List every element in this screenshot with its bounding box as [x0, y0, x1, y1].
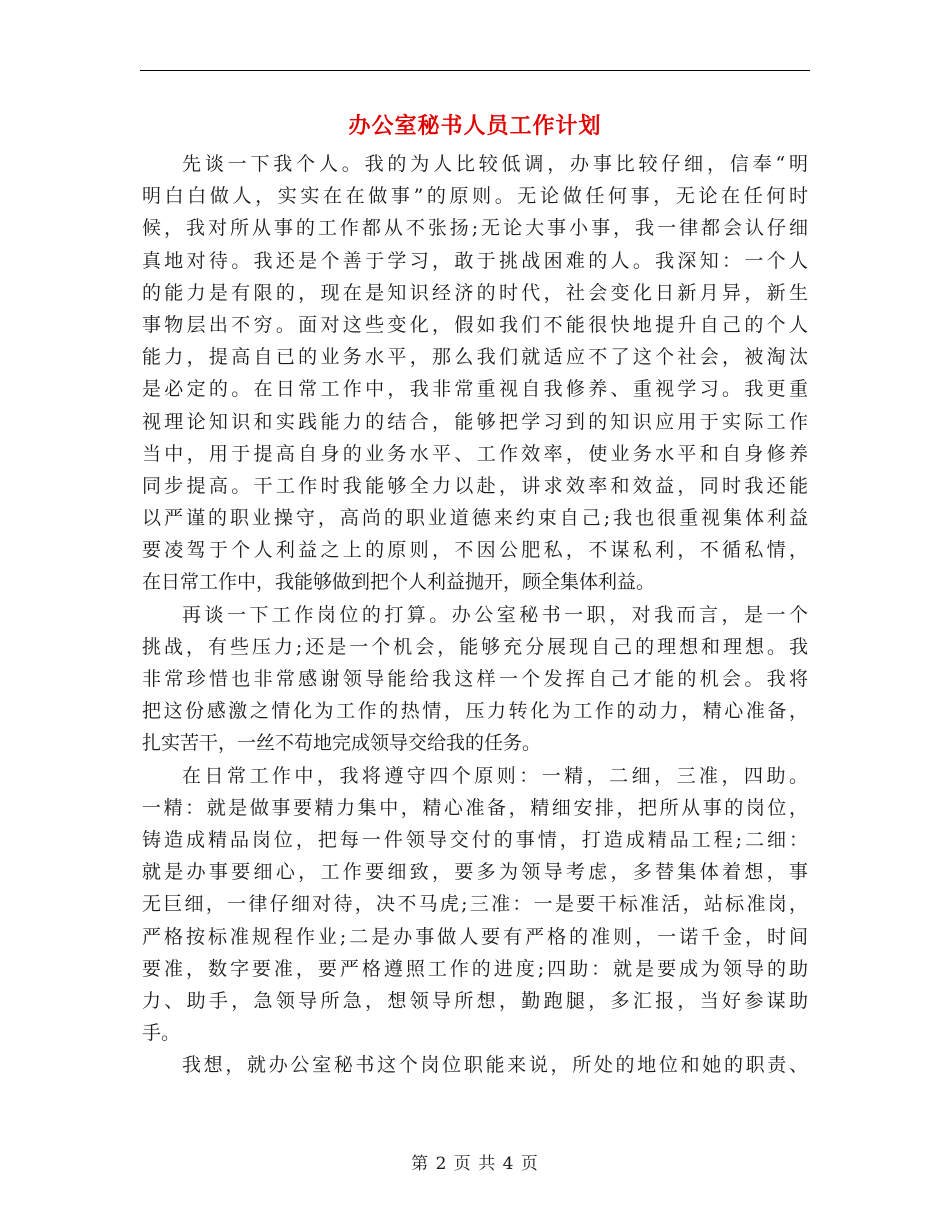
paragraph-line: 手。	[142, 1022, 181, 1045]
paragraph-line: 在日常工作中，我能够做到把个人利益抛开，顾全集体利益。	[142, 571, 656, 594]
paragraph-line: 明白白做人，实实在在做事”的原则。无论做任何事，无论在任何时	[142, 185, 808, 208]
paragraph-line: 扎实苦干，一丝不苟地完成领导交给我的任务。	[142, 732, 542, 755]
paragraph-line: 当中，用于提高自身的业务水平、工作效率，使业务水平和自身修养	[142, 442, 808, 465]
paragraph-line: 同步提高。干工作时我能够全力以赴，讲求效率和效益，同时我还能	[142, 474, 808, 497]
paragraph-line: 事物层出不穷。面对这些变化，假如我们不能很快地提升自己的个人	[142, 313, 808, 336]
paragraph-line: 一精：就是做事要精力集中，精心准备，精细安排，把所从事的岗位，	[142, 796, 808, 819]
paragraph-line: 无巨细，一律仔细对待，决不马虎;三准：一是要干标准活，站标准岗，	[142, 893, 808, 916]
paragraph-line: 能力，提高自已的业务水平，那么我们就适应不了这个社会，被淘汰	[142, 346, 808, 369]
paragraph-line: 真地对待。我还是个善于学习，敢于挑战困难的人。我深知：一个人	[142, 249, 808, 272]
paragraph-line: 铸造成精品岗位，把每一件领导交付的事情，打造成精品工程;二细：	[142, 828, 808, 851]
paragraph-line: 就是办事要细心，工作要细致，要多为领导考虑，多替集体着想，事	[142, 861, 808, 884]
paragraph-line: 候，我对所从事的工作都从不张扬;无论大事小事，我一律都会认仔细	[142, 217, 808, 240]
paragraph-line: 视理论知识和实践能力的结合，能够把学习到的知识应用于实际工作	[142, 410, 808, 433]
paragraph-line: 是必定的。在日常工作中，我非常重视自我修养、重视学习。我更重	[142, 378, 808, 401]
document-body	[142, 148, 808, 1081]
paragraph-line: 我想，就办公室秘书这个岗位职能来说，所处的地位和她的职责、	[182, 1054, 808, 1077]
paragraph-line: 的能力是有限的，现在是知识经济的时代，社会变化日新月异，新生	[142, 281, 808, 304]
paragraph-line: 非常珍惜也非常感谢领导能给我这样一个发挥自己才能的机会。我将	[142, 668, 808, 690]
paragraph-line: 严格按标准规程作业;二是办事做人要有严格的准则，一诺千金，时间	[142, 925, 808, 948]
paragraph-line: 以严谨的职业操守，高尚的职业道德来约束自己;我也很重视集体利益	[142, 507, 808, 530]
paragraph-line: 力、助手，急领导所急，想领导所想，勤跑腿，多汇报，当好参谋助	[142, 989, 808, 1012]
paragraph-line: 要凌驾于个人利益之上的原则，不因公肥私，不谋私利，不循私情，	[142, 539, 808, 562]
document-title: 办公室秘书人员工作计划	[348, 113, 602, 139]
paragraph-line: 在日常工作中，我将遵守四个原则：一精，二细，三准，四助。	[182, 764, 808, 787]
paragraph-line: 把这份感激之情化为工作的热情，压力转化为工作的动力，精心准备，	[142, 700, 808, 723]
page-number: 第 2 页 共 4 页	[411, 1154, 539, 1174]
header-rule	[140, 70, 810, 71]
paragraph-line: 再谈一下工作岗位的打算。办公室秘书一职，对我而言，是一个	[182, 603, 808, 626]
paragraph-line: 要准，数字要准，要严格遵照工作的进度;四助：就是要成为领导的助	[142, 957, 808, 980]
paragraph-line: 挑战，有些压力;还是一个机会，能够充分展现自己的理想和理想。我	[142, 635, 808, 658]
paragraph-line: 先谈一下我个人。我的为人比较低调，办事比较仔细，信奉“明	[182, 153, 808, 175]
